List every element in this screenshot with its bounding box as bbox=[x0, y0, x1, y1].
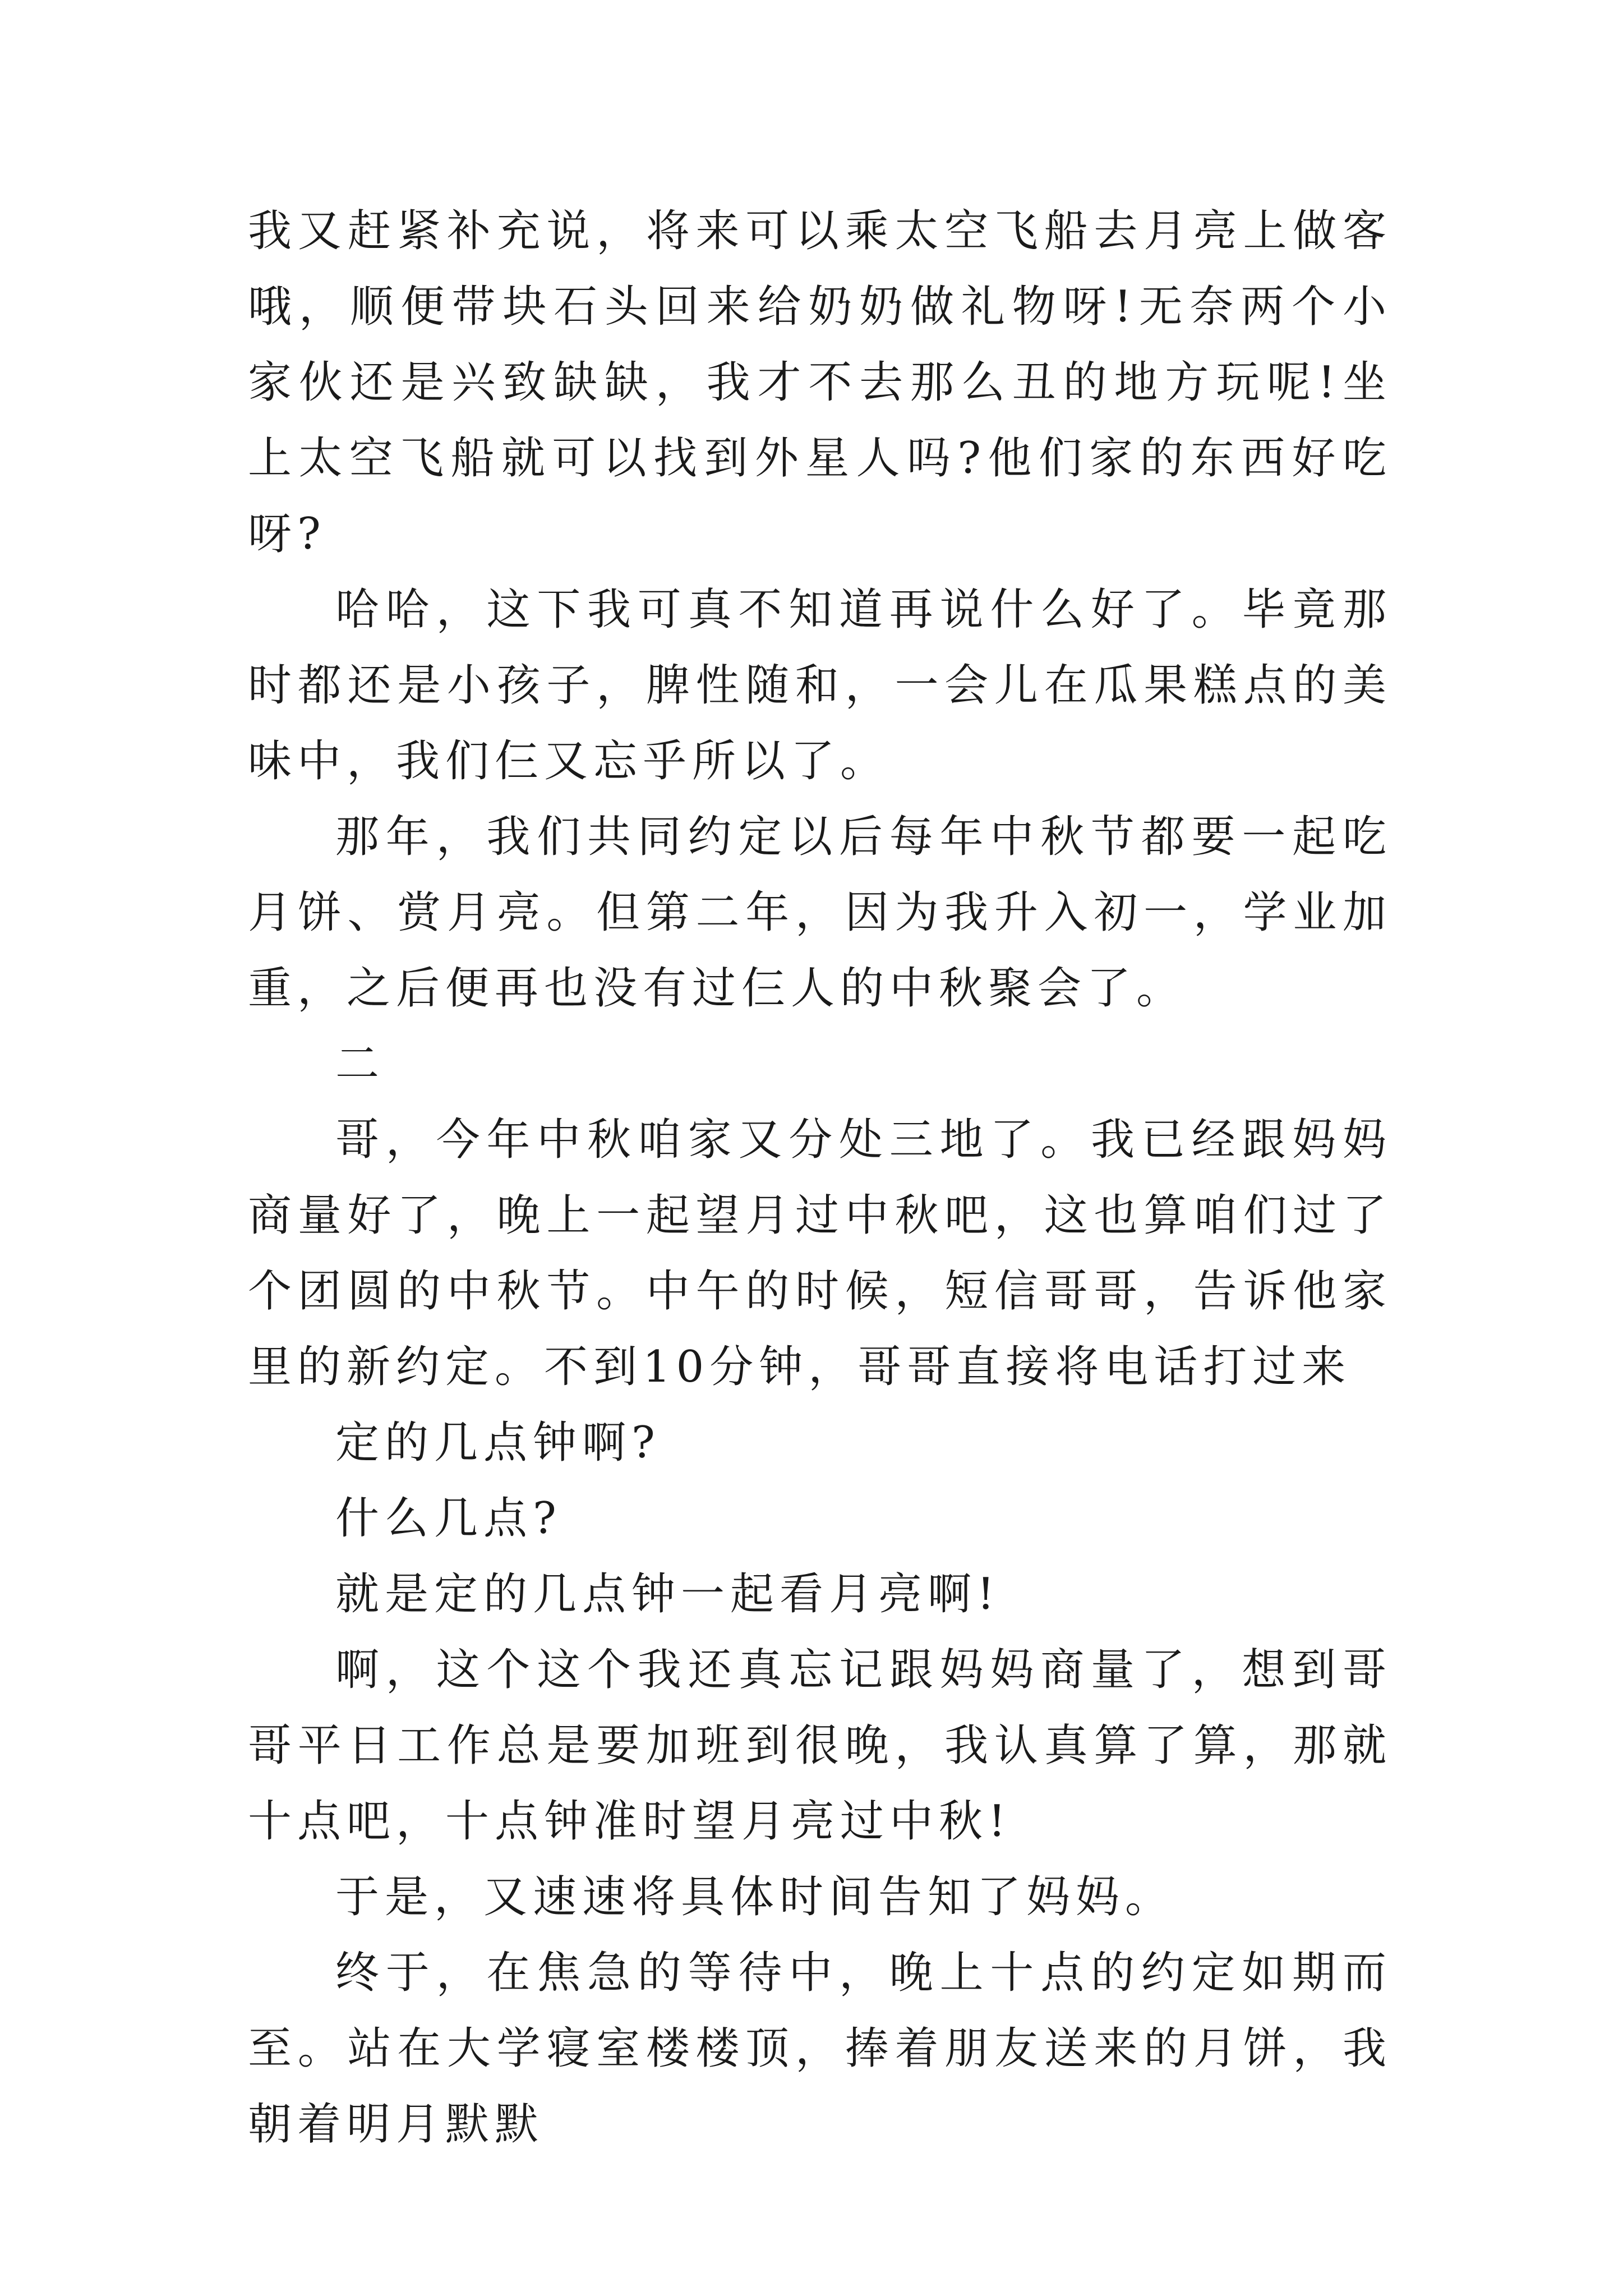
section-heading: 二 bbox=[335, 1039, 385, 1089]
paragraph-1: 我又赶紧补充说，将来可以乘太空飞船去月亮上做客哦，顺便带块石头回来给奶奶做礼物呀!无奈两个小家伙还是兴致缺缺，我才不去那么丑的地方玩呢!坐上太空飞船就可以找到外星人吗?他们家的东西好吃呀? bbox=[248, 206, 1392, 559]
paragraph-10: 于是，又速速将具体时间告知了妈妈。 bbox=[335, 1872, 1175, 1922]
paragraph-2: 哈哈，这下我可真不知道再说什么好了。毕竟那时都还是小孩子，脾性随和，一会儿在瓜果糕点的美味中，我们仨又忘乎所以了。 bbox=[248, 585, 1392, 786]
paragraph-9: 啊，这个这个我还真忘记跟妈妈商量了，想到哥哥平日工作总是要加班到很晚，我认真算了算，那就十点吧，十点钟准时望月亮过中秋! bbox=[248, 1645, 1392, 1847]
paragraph-11: 终于，在焦急的等待中，晚上十点的约定如期而至。站在大学寝室楼楼顶，捧着朋友送来的月饼，我朝着明月默默 bbox=[248, 1948, 1392, 2150]
paragraph-8: 就是定的几点钟一起看月亮啊! bbox=[335, 1569, 1000, 1619]
paragraph-5: 哥，今年中秋咱家又分处三地了。我已经跟妈妈商量好了，晚上一起望月过中秋吧，这也算咱们过了个团圆的中秋节。中午的时候，短信哥哥，告诉他家里的新约定。不到10分钟，哥哥直接将电话打过来 bbox=[248, 1115, 1392, 1392]
paragraph-6: 定的几点钟啊? bbox=[335, 1418, 661, 1468]
paragraph-7: 什么几点? bbox=[335, 1493, 562, 1544]
document-body bbox=[248, 194, 1392, 2162]
paragraph-3: 那年，我们共同约定以后每年中秋节都要一起吃月饼、赏月亮。但第二年，因为我升入初一，学业加重，之后便再也没有过仨人的中秋聚会了。 bbox=[248, 812, 1392, 1014]
